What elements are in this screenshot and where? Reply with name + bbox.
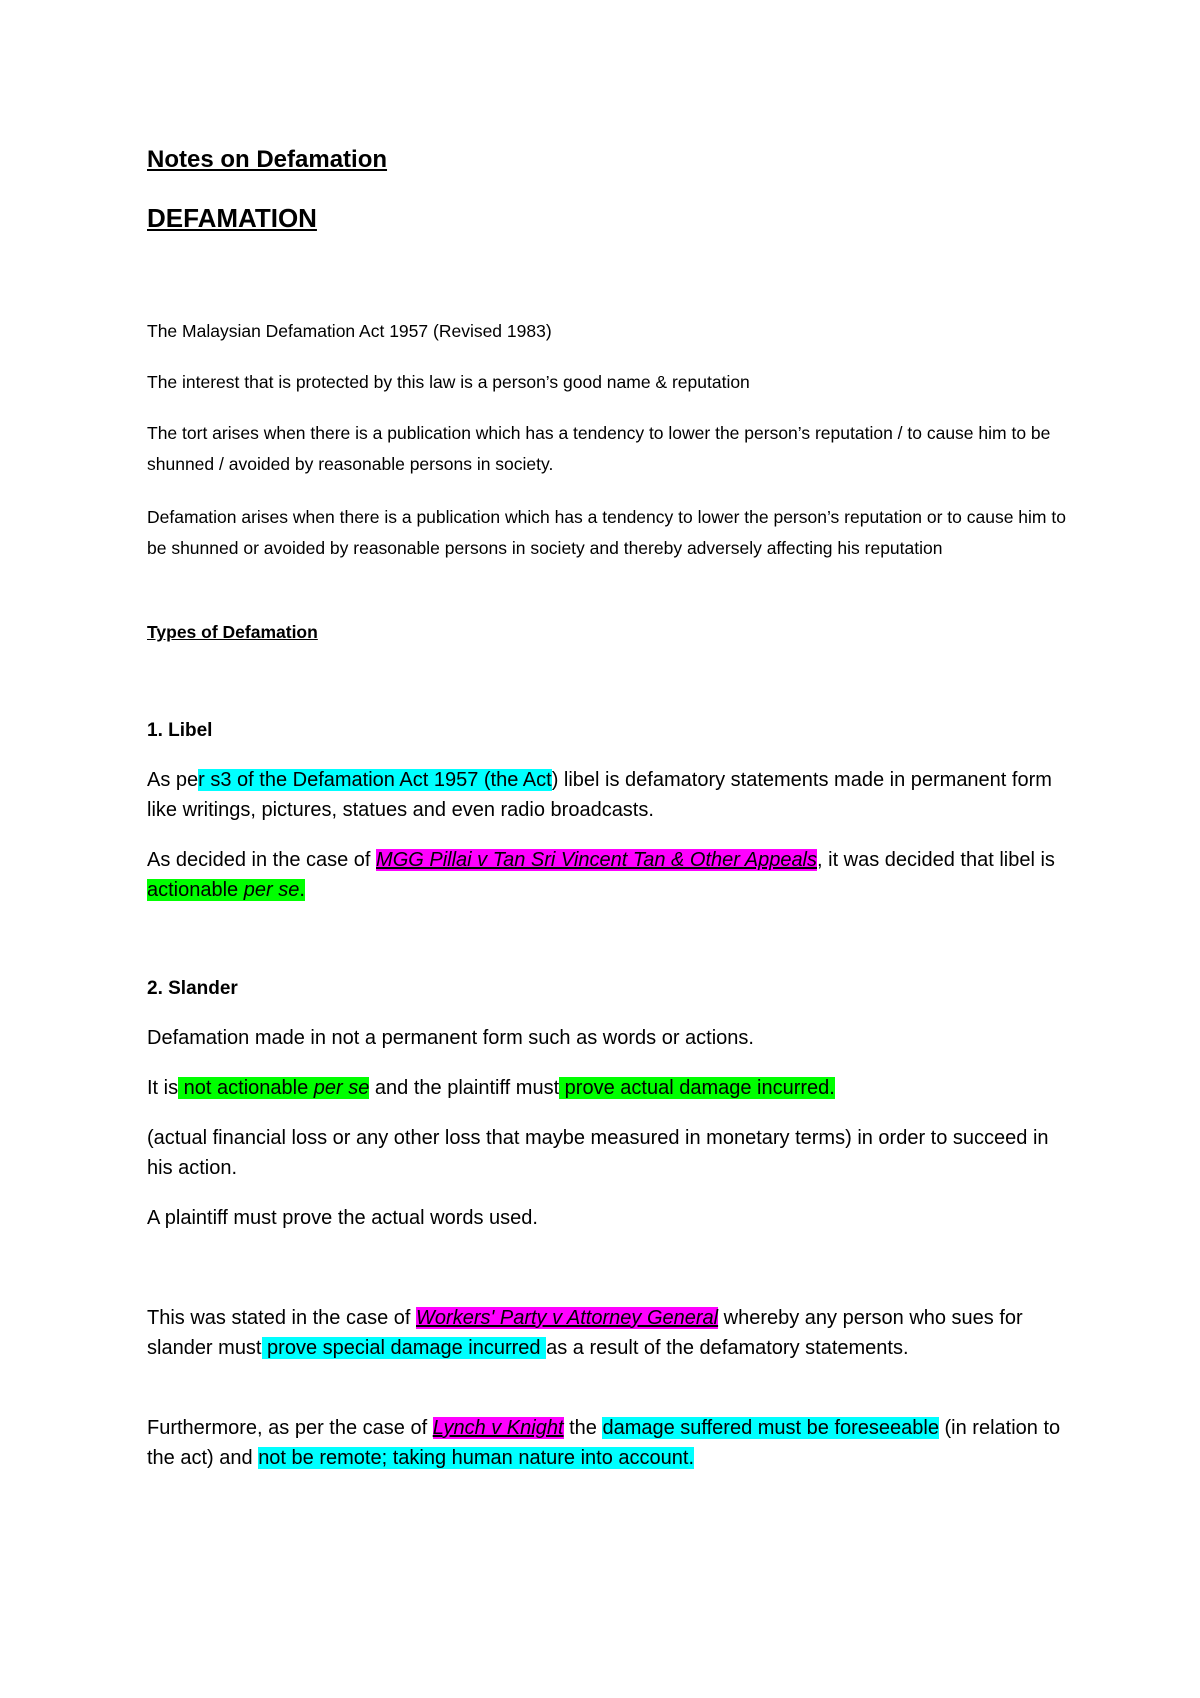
- libel-heading: 1. Libel: [147, 720, 213, 741]
- slander-paragraph-4: A plaintiff must prove the actual words used.: [147, 1207, 538, 1229]
- highlight-prove-damage: prove actual damage incurred.: [559, 1077, 835, 1099]
- highlight-foreseeable: damage suffered must be foreseeable: [602, 1417, 939, 1439]
- document-title: Notes on Defamation: [147, 146, 388, 173]
- highlight-act-reference: r s3 of the Defamation Act 1957 (the Act: [198, 769, 552, 791]
- slander-paragraph-6: Furthermore, as per the case of Lynch v Knight the damage suffered must be foreseeable (in relation to the act) and not be remote; taking human nature into account.: [147, 1417, 1061, 1469]
- main-heading: DEFAMATION: [147, 203, 317, 233]
- highlight-actionable-per-se: actionable per se.: [147, 879, 305, 901]
- highlight-special-damage: prove special damage incurred: [261, 1337, 547, 1359]
- slander-paragraph-3: (actual financial loss or any other loss that maybe measured in monetary terms) in order to succeed in his action.: [147, 1127, 1049, 1179]
- slander-paragraph-1: Defamation made in not a permanent form such as words or actions.: [147, 1027, 754, 1049]
- slander-paragraph-2: It is not actionable per se and the plaintiff must prove actual damage incurred.: [147, 1077, 835, 1099]
- intro-act: The Malaysian Defamation Act 1957 (Revised 1983): [147, 321, 552, 341]
- highlight-not-remote: not be remote; taking human nature into account.: [258, 1447, 695, 1469]
- intro-arises: Defamation arises when there is a publication which has a tendency to lower the person’s reputation or to cause him to be shunned or avoided by reasonable persons in society and thereby adversely affecting his reputation: [147, 507, 1066, 558]
- case-name-lynch-knight: Lynch v Knight: [432, 1417, 564, 1439]
- libel-paragraph-2: As decided in the case of MGG Pillai v Tan Sri Vincent Tan & Other Appeals, it was decided that libel is actionable per se.: [147, 849, 1055, 901]
- slander-paragraph-5: This was stated in the case of Workers' Party v Attorney General whereby any person who sues for slander must prove special damage incurred as a result of the defamatory statements.: [147, 1307, 1023, 1359]
- intro-tort: The tort arises when there is a publication which has a tendency to lower the person’s reputation / to cause him to be shunned / avoided by reasonable persons in society.: [147, 423, 1051, 474]
- types-heading: Types of Defamation: [147, 622, 318, 642]
- case-name-workers-party: Workers' Party v Attorney General: [416, 1307, 719, 1329]
- slander-heading: 2. Slander: [147, 978, 238, 999]
- intro-interest: The interest that is protected by this law is a person’s good name & reputation: [147, 372, 750, 392]
- case-name-mgg-pillai: MGG Pillai v Tan Sri Vincent Tan & Other Appeals: [376, 849, 818, 871]
- libel-paragraph-1: As per s3 of the Defamation Act 1957 (the Act) libel is defamatory statements made in permanent form like writings, pictures, statues and even radio broadcasts.: [147, 769, 1052, 821]
- highlight-not-actionable: not actionable per se: [178, 1077, 370, 1099]
